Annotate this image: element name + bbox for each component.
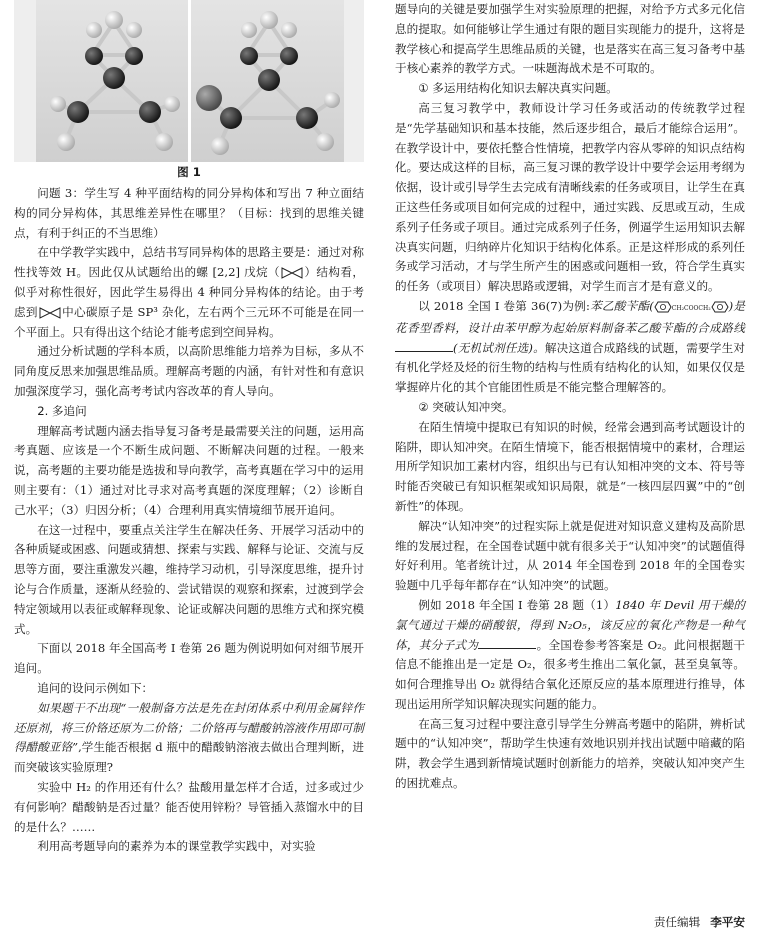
section-heading-follow-up: 2. 多追问 — [37, 403, 87, 418]
editor-credit — [654, 914, 745, 930]
ester-link-text: CH₂COOCH₂ — [671, 304, 711, 312]
review-trap-paragraph: 在高三复习过程中要注意引导学生分辨高考题中的陷阱，辨析试题中的“认知冲突”，帮助学生快速有效地识别并找出试题中暗藏的陷阱，教会学生遇到新情境试题时创新能力的培养，突破认知冲突产生的困扰难点。 — [395, 716, 745, 791]
chromium-question-paragraph — [14, 699, 364, 778]
isomer-text-a: 在中学教学实践中，总结书写同异构体的思路主要是：通过对称性找等效 H。因此仅从试题给出的螺 [2,2] 戊烷（ — [14, 245, 364, 280]
subheading-cognitive-conflict: ② 突破认知冲突。 — [418, 399, 514, 414]
exam-usage-paragraph: 理解高考试题内涵去指导复习备考是最需要关注的问题，运用高考真题、应该是一个不断生成问题、不断解决问题的过程。一般来说，高考题的主要功能是选拔和导向教学，高考真题在学习中的运用则主要有：（1）通过对比寻求对高考真题的深度理解；（2）诊断自己水平；（3）归因分析；（4）合理利用真实情境细节展开追问。 — [14, 423, 364, 517]
n2o5-discussion: 。全国卷参考答案是 O₂。此问根据题干信息不能推出是一定是 O₂，很多考生推出二氧化氯，甚至臭氧等。如何合理推导出 O₂ 就得结合氧化还原反应的基本原理进行推导，体现出运用所学知识解决现实问题的能力。 — [395, 637, 745, 711]
n2o5-stem: 1840 年 Devil 用干燥的氯气通过干燥的硝酸银，得到 N₂O₅，该反应的氧化产物是一种气体，其分子式为 — [395, 597, 746, 652]
synthesis-stem-c: (无机试剂任选)。 — [453, 340, 545, 355]
spiropentane-icon — [280, 267, 304, 279]
isomer-text-c: 中心碳原子是 SP³ 杂化，左右两个三元环不可能是在同一个平面上。只有得出这个结论才能考虑到空间异构。 — [14, 304, 364, 339]
conflict-resolution-paragraph: 解决“认知冲突”的过程实际上就是促进对知识意义建构及高阶思维的发展过程，在全国卷试题中就有很多关于“认知冲突”的试题值得好好利用。笔者统计过，从 2014 年全国卷到 2018 年的全国卷实验题中几乎每年都存在“认知冲突”的试题。 — [395, 518, 745, 593]
synthesis-example-paragraph — [395, 297, 745, 398]
benzene-ring-icon — [654, 301, 672, 313]
left-column — [14, 0, 364, 857]
editor-name: 李平安 — [710, 915, 745, 929]
example-intro-paragraph: 下面以 2018 年全国高考 I 卷第 26 题为例说明如何对细节展开追问。 — [14, 641, 364, 676]
chromium-question-text: ,学生能否根据 d 瓶中的醋酸钠溶液去做出合理判断，进而突破该实验原理? — [14, 740, 364, 775]
editor-label: 责任编辑 — [653, 915, 701, 929]
molecular-model-image — [14, 0, 364, 162]
subheading-structured-knowledge: ① 多运用结构化知识去解决真实问题。 — [418, 81, 618, 96]
isomer-paragraph — [14, 243, 364, 342]
molecular-model-photo — [14, 0, 364, 162]
teaching-design-paragraph: 高三复习教学中，教师设计学习任务或活动的传统教学过程是“先学基础知识和基本技能，然后逐步组合，最后才能综合运用”。在教学设计中，要依托整合性情境，把教学内容从零碎的知识点结构化。要达成这样的目标，高三复习课的教学设计中要学会运用考纲为依据，设计或引导学生去完成有清晰线索的任务或项目，让学生在真正这些任务或项目如何完成的过程中，通过实践、反思或互动，生成系列子任务或子项目。通过完成系列子任务，例逼学生运用知识去解决真实问题，归纳碎片化知识于结构化体系。正是这样形成的系列任务或学习活动，才与学生所产生的困惑或问题相一致，符合学生真实的任务（或项目）解决思路或逻辑，对学生而言才是有意义的。 — [395, 100, 745, 294]
synthesis-discussion: 解决这道合成路线的试题，需要学生对有机化学烃及烃的衍生物的结构与性质有结构化的认知，如果仅仅是掌握碎片化的其个官能团性质是不能完整合理解答的。 — [395, 340, 745, 395]
isomer-text-b: ）结构看，似乎对称性很好，因此学生易得出 4 种同分异构体的结论。由于考虑到 — [14, 265, 364, 319]
synthesis-stem-a: 苯乙酸苄酯( — [589, 298, 654, 313]
h2-question-paragraph: 实验中 H₂ 的作用还有什么？盐酸用量怎样才合适，过多或过少有何影响？醋酸钠是否过量？能否使用锌粉？导管插入蒸馏水中的目的是什么？…… — [14, 779, 364, 834]
figure-caption: 图 1 — [177, 165, 201, 179]
answer-blank — [395, 339, 453, 352]
question-3-paragraph: 问题 3：学生写 4 种平面结构的同分异构体和写出 7 种立面结构的同分异构体，其思维差异性在哪里？（目标：找到的思维关键点，有利于纠正的不当思维） — [14, 186, 364, 240]
closing-left-paragraph: 利用高考题导向的素养为本的课堂教学实践中，对实验 — [37, 839, 316, 854]
n2o5-label: 例如 2018 年全国 I 卷第 28 题（1） — [418, 597, 616, 612]
answer-blank — [478, 636, 536, 649]
spiropentane-icon — [38, 307, 62, 319]
synthesis-example-label: 以 2018 全国 I 卷第 36(7)为例: — [418, 298, 590, 313]
unfamiliar-context-paragraph: 在陌生情境中提取已有知识的时候，经常会遇到高考试题设计的陷阱，即认知冲突。在陌生情境下，能否根据情境中的素材，合理运用所学知识加工素材内容，组织出与已有认知相冲突的文本、符号等时能否突破已有知识框架或知识局限，就是“一核四层四翼”中的“创新性”的体现。 — [395, 419, 745, 513]
n2o5-example-paragraph — [395, 596, 745, 715]
process-paragraph: 在这一过程中，要重点关注学生在解决任务、开展学习活动中的各种质疑或困惑、问题或猜想、探索与实践、解释与论证、交流与反思等方面，要注重激发兴趣，维持学习动机，引导深度思维，提升讨论与合作质量，逐渐从经验的、尝试错误的观察和探索，过渡到学会特定领域用以表征或解释现象、论证或解决问题的思维方式和探究模式。 — [14, 522, 364, 636]
benzene-ring-icon — [711, 301, 729, 313]
continued-paragraph: 题导向的关键是要加强学生对实验原理的把握，对给予方式多元化信息的提取。如何能够让学生通过有限的题目实现能力的提升，这将是教学核心和提高学生思维品质的关键，也是落实在高三复习备考中基于核心素养的教学方式。一味题海战术是不可取的。 — [395, 2, 745, 76]
synthesis-stem-b: )是花香型香料，设计由苯甲醇为起始原料制备苯乙酸苄酯的合成路线 — [395, 298, 746, 335]
quoted-stem-text: 如果题干不出现“一般制备方法是先在封闭体系中利用金属锌作还原剂，将三价铬还原为二价铬；二价铬再与醋酸钠溶液作用即可制得醋酸亚铬” — [14, 700, 364, 755]
analysis-paragraph: 通过分析试题的学科本质，以高阶思维能力培养为目标，多从不同角度反思来加强思维品质。理解高考题的内涵，有针对性和有意识加强深度学习，强化高考考试内容改革的育人导向。 — [14, 344, 364, 398]
right-column — [395, 0, 745, 794]
question-intro-paragraph: 追问的设问示例如下： — [37, 680, 154, 695]
